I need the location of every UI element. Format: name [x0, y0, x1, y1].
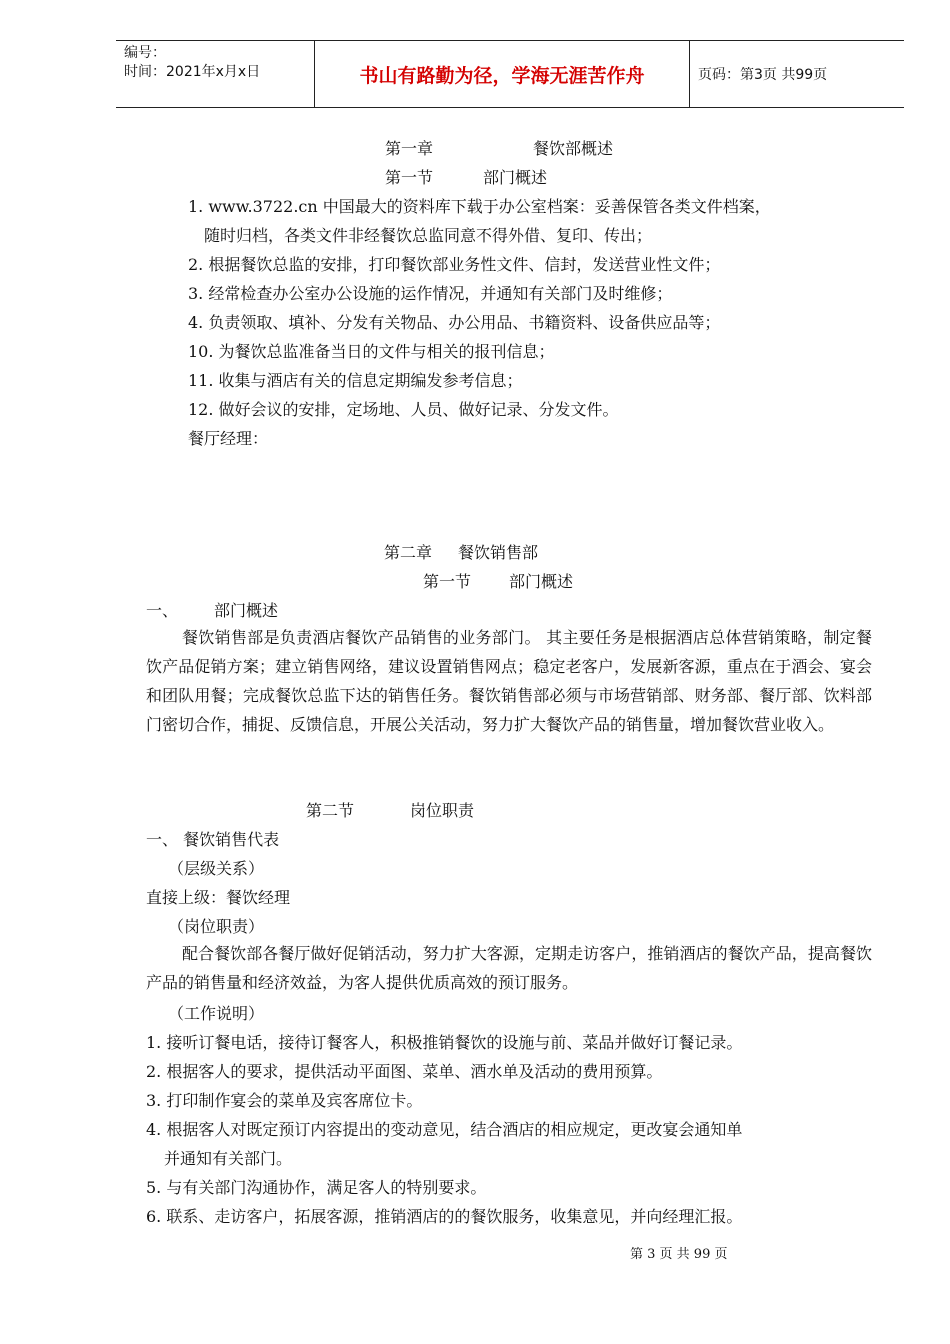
list-item: 餐厅经理： [188, 429, 269, 448]
page-footer: 第 3 页 共 99 页 [630, 1247, 728, 1262]
chapter1-name: 餐饮部概述 [533, 139, 614, 158]
header-page-label: 页码：第3页 共99页 [698, 67, 828, 83]
list-item: 10. 为餐饮总监准备当日的文件与相关的报刊信息； [188, 342, 555, 361]
chapter1-section-title [385, 167, 547, 189]
list-item: 5. 与有关部门沟通协作，满足客人的特别要求。 [146, 1178, 487, 1197]
list-item: 3. 经常检查办公室办公设施的运作情况，并通知有关部门及时维修； [188, 284, 673, 303]
list-item: 3. 打印制作宴会的菜单及宾客席位卡。 [146, 1091, 423, 1110]
heading1-no: 一、 [146, 601, 179, 620]
duty-paragraph: 配合餐饮部各餐厅做好促销活动，努力扩大客源，定期走访客户，推销酒店的餐饮产品，提高餐饮产品的销售量和经济效益，为客人提供优质高效的预订服务。 [146, 944, 872, 992]
heading-department-overview [146, 600, 278, 622]
list-item: 随时归档，各类文件非经餐饮总监同意不得外借、复印、传出； [204, 226, 653, 245]
list-item: 6. 联系、走访客户，拓展客源，推销酒店的的餐饮服务，收集意见，并向经理汇报。 [146, 1207, 743, 1226]
chapter1-title [385, 138, 613, 160]
number-label: 编号： [124, 45, 166, 61]
list-item: 并通知有关部门。 [164, 1149, 293, 1168]
chapter2-section1-no: 第一节 [423, 572, 472, 591]
chapter2-section2-title [306, 800, 474, 822]
chapter1-section-name: 部门概述 [483, 168, 548, 187]
chapter2-no: 第二章 [384, 543, 433, 562]
duty-label: （岗位职责） [168, 917, 265, 936]
chapter1-section-no: 第一节 [385, 168, 434, 187]
chapter1-no: 第一章 [385, 139, 434, 158]
work-label: （工作说明） [168, 1004, 265, 1023]
position-heading: 一、 餐饮销售代表 [146, 830, 280, 849]
page-header [116, 40, 904, 108]
chapter2-section2-no: 第二节 [306, 801, 355, 820]
header-motto: 书山有路勤为径，学海无涯苦作舟 [315, 41, 690, 107]
list-item: 1. www.3722.cn 中国最大的资料库下载于办公室档案：妥善保管各类文件档案， [188, 197, 771, 216]
list-item: 4. 负责领取、填补、分发有关物品、办公用品、书籍资料、设备供应品等； [188, 313, 721, 332]
list-item: 12. 做好会议的安排，定场地、人员、做好记录、分发文件。 [188, 400, 619, 419]
header-meta [116, 41, 315, 107]
list-item: 2. 根据客人的要求，提供活动平面图、菜单、酒水单及活动的费用预算。 [146, 1062, 663, 1081]
chapter2-title [384, 542, 538, 564]
chapter2-section2-name: 岗位职责 [410, 801, 475, 820]
list-item: 2. 根据餐饮总监的安排，打印餐饮部业务性文件、信封，发送营业性文件； [188, 255, 721, 274]
superior-line: 直接上级：餐饮经理 [146, 888, 291, 907]
heading1-title: 部门概述 [214, 601, 279, 620]
list-item: 11. 收集与酒店有关的信息定期编发参考信息； [188, 371, 523, 390]
chapter2-section1-name: 部门概述 [509, 572, 574, 591]
chapter2-section1-title [423, 571, 573, 593]
chapter2-name: 餐饮销售部 [458, 543, 539, 562]
list-item: 1. 接听订餐电话，接待订餐客人，积极推销餐饮的设施与前、菜品并做好订餐记录。 [146, 1033, 743, 1052]
overview-paragraph: 餐饮销售部是负责酒店餐饮产品销售的业务部门。 其主要任务是根据酒店总体营销策略，制定餐饮产品促销方案；建立销售网络，建议设置销售网点；稳定老客户，发展新客源，重点在于酒会、宴会和团队用餐；完成餐饮总监下达的销售任务。餐饮销售部必须与市场营销部、财务部、餐厅部、饮料部门密切合作，捕捉、反馈信息，开展公关活动，努力扩大餐饮产品的销售量，增加餐饮营业收入。 [146, 628, 872, 734]
time-label: 时间：2021年x月x日 [124, 64, 261, 80]
list-item: 4. 根据客人对既定预订内容提出的变动意见，结合酒店的相应规定，更改宴会通知单 [146, 1120, 743, 1139]
level-label: （层级关系） [168, 859, 265, 878]
